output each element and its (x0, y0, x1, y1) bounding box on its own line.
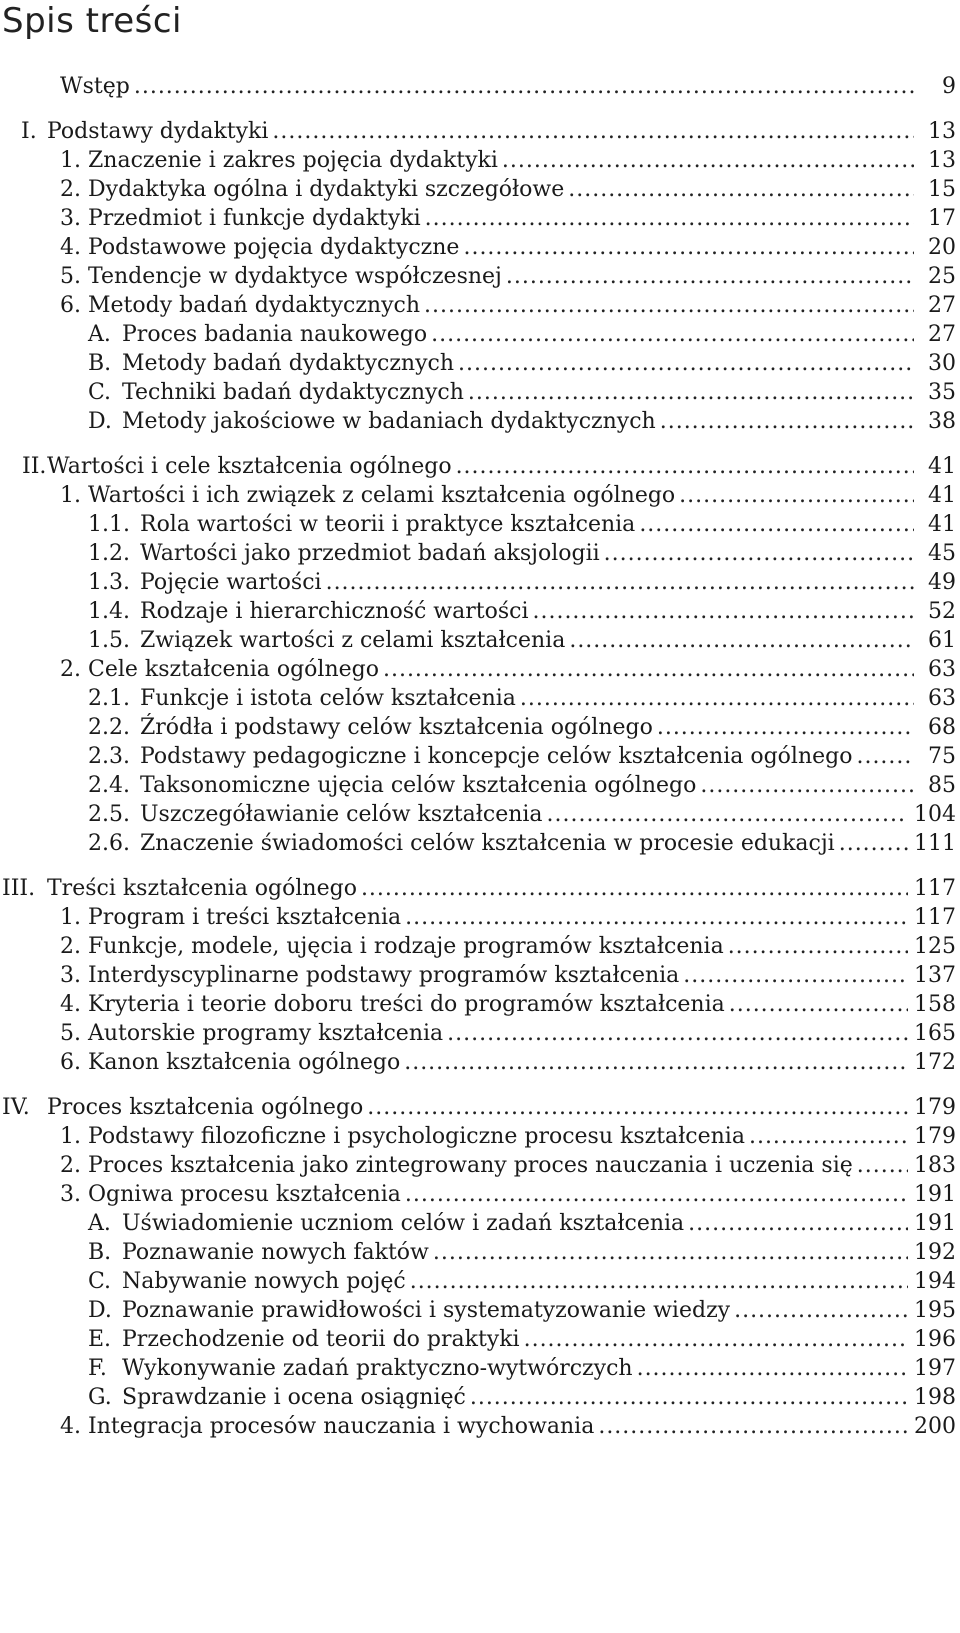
toc-entry[interactable] (0, 510, 960, 539)
toc-entry-number: 2.2. (88, 715, 130, 740)
toc-entry-title: Proces kształcenia jako zintegrowany proces nauczania i uczenia się (88, 1151, 857, 1180)
toc-entry-number: II. (22, 454, 47, 479)
toc-entry-page-number: 49 (928, 570, 956, 595)
dot-leader (637, 1354, 908, 1383)
toc-entry-title: Program i treści kształcenia (88, 903, 405, 932)
toc-entry-number: III. (2, 876, 36, 901)
toc-entry-page-number: 13 (928, 148, 956, 173)
toc-entry-title: Znaczenie świadomości celów kształcenia w procesie edukacji (140, 829, 839, 858)
toc-entry[interactable] (0, 1019, 960, 1048)
toc-entry-page-number: 27 (928, 293, 956, 318)
toc-entry-page-number: 137 (914, 963, 956, 988)
dot-leader (425, 204, 914, 233)
toc-entry-page-number: 41 (928, 483, 956, 508)
dot-leader (734, 1296, 908, 1325)
toc-entry-title: Funkcje i istota celów kształcenia (140, 684, 520, 713)
toc-entry-page-number: 197 (914, 1356, 956, 1381)
toc-entry-title: Podstawowe pojęcia dydaktyczne (88, 233, 463, 262)
toc-entry[interactable] (0, 262, 960, 291)
toc-entry-number: 1.2. (88, 541, 130, 566)
toc-entry-page-number: 191 (914, 1211, 956, 1236)
toc-entry[interactable] (0, 146, 960, 175)
toc-entry-page-number: 17 (928, 206, 956, 231)
toc-entry-number: IV. (2, 1095, 30, 1120)
toc-entry-number: 2.5. (88, 802, 130, 827)
toc-entry[interactable] (0, 72, 960, 101)
toc-entry-page-number: 117 (914, 905, 956, 930)
toc-entry[interactable] (0, 452, 960, 481)
toc-entry-title: Wykonywanie zadań praktyczno-wytwórczych (122, 1354, 637, 1383)
toc-entry-number: 2. (60, 177, 81, 202)
toc-entry-title: Taksonomiczne ujęcia celów kształcenia ogólnego (140, 771, 700, 800)
table-of-contents (0, 72, 960, 1441)
dot-leader (700, 771, 914, 800)
toc-entry[interactable] (0, 1048, 960, 1077)
dot-leader (857, 1151, 908, 1180)
toc-entry-page-number: 41 (928, 454, 956, 479)
toc-entry-page-number: 172 (914, 1050, 956, 1075)
toc-entry-title: Funkcje, modele, ujęcia i rodzaje programów kształcenia (88, 932, 728, 961)
toc-entry-page-number: 111 (914, 831, 956, 856)
toc-entry-number: A. (88, 1211, 111, 1236)
toc-entry-page-number: 179 (914, 1124, 956, 1149)
dot-leader (679, 481, 914, 510)
dot-leader (431, 320, 914, 349)
toc-entry-page-number: 183 (914, 1153, 956, 1178)
toc-entry-page-number: 194 (914, 1269, 956, 1294)
toc-entry-page-number: 75 (928, 744, 956, 769)
toc-entry[interactable] (0, 1383, 960, 1412)
toc-entry-page-number: 25 (928, 264, 956, 289)
dot-leader (367, 1093, 908, 1122)
dot-leader (405, 1180, 908, 1209)
toc-entry-number: I. (21, 119, 37, 144)
page-title: Spis treści (2, 1, 182, 41)
toc-entry-title: Cele kształcenia ogólnego (88, 655, 383, 684)
toc-entry-title: Kanon kształcenia ogólnego (88, 1048, 404, 1077)
toc-entry-number: 4. (60, 1414, 81, 1439)
toc-entry-number: B. (88, 351, 112, 376)
toc-entry[interactable] (0, 481, 960, 510)
toc-entry-number: 1.1. (88, 512, 130, 537)
toc-entry-number: 1.4. (88, 599, 130, 624)
dot-leader (404, 1048, 908, 1077)
toc-entry-page-number: 165 (914, 1021, 956, 1046)
toc-entry[interactable] (0, 1151, 960, 1180)
toc-entry[interactable] (0, 684, 960, 713)
toc-entry-title: Wartości i cele kształcenia ogólnego (47, 452, 456, 481)
dot-leader (568, 175, 914, 204)
toc-entry-page-number: 192 (914, 1240, 956, 1265)
toc-entry-title: Uświadomienie uczniom celów i zadań kształcenia (122, 1209, 688, 1238)
toc-entry[interactable] (0, 655, 960, 684)
dot-leader (272, 117, 914, 146)
toc-entry-title: Ogniwa procesu kształcenia (88, 1180, 405, 1209)
toc-entry-page-number: 179 (914, 1095, 956, 1120)
toc-entry-number: 1.5. (88, 628, 130, 653)
dot-leader (688, 1209, 908, 1238)
toc-entry-title: Przechodzenie od teorii do praktyki (122, 1325, 524, 1354)
dot-leader (424, 291, 914, 320)
dot-leader (728, 932, 908, 961)
toc-entry-number: D. (88, 1298, 112, 1323)
dot-leader (657, 713, 914, 742)
toc-entry-number: 1. (60, 483, 81, 508)
toc-entry-number: 3. (60, 963, 81, 988)
toc-entry-number: 4. (60, 992, 81, 1017)
dot-leader (660, 407, 914, 436)
toc-entry[interactable] (0, 903, 960, 932)
dot-leader (569, 626, 914, 655)
toc-entry[interactable] (0, 874, 960, 903)
toc-entry-page-number: 63 (928, 686, 956, 711)
toc-entry-page-number: 104 (914, 802, 956, 827)
toc-entry-page-number: 38 (928, 409, 956, 434)
toc-entry-title: Przedmiot i funkcje dydaktyki (88, 204, 425, 233)
toc-entry-title: Sprawdzanie i ocena osiągnięć (122, 1383, 470, 1412)
toc-entry-title: Rola wartości w teorii i praktyce kształcenia (140, 510, 639, 539)
toc-entry[interactable] (0, 233, 960, 262)
toc-entry-page-number: 20 (928, 235, 956, 260)
toc-entry-number: 6. (60, 1050, 81, 1075)
toc-entry-title: Kryteria i teorie doboru treści do programów kształcenia (88, 990, 729, 1019)
toc-entry-page-number: 117 (914, 876, 956, 901)
toc-entry-number: 3. (60, 1182, 81, 1207)
toc-entry-page-number: 196 (914, 1327, 956, 1352)
dot-leader (533, 597, 915, 626)
toc-entry[interactable] (0, 378, 960, 407)
toc-entry-number: A. (88, 322, 111, 347)
toc-entry-number: 1. (60, 905, 81, 930)
toc-entry-number: 6. (60, 293, 81, 318)
toc-entry[interactable] (0, 1093, 960, 1122)
dot-leader (383, 655, 914, 684)
dot-leader (470, 1383, 908, 1412)
toc-entry[interactable] (0, 1122, 960, 1151)
toc-entry-title: Metody badań dydaktycznych (88, 291, 424, 320)
toc-entry-title: Metody badań dydaktycznych (122, 349, 458, 378)
toc-entry-page-number: 191 (914, 1182, 956, 1207)
toc-entry-number: 2.4. (88, 773, 130, 798)
toc-entry-page-number: 85 (928, 773, 956, 798)
toc-entry-number: 5. (60, 264, 81, 289)
toc-entry-title: Proces badania naukowego (122, 320, 431, 349)
toc-entry-title: Techniki badań dydaktycznych (122, 378, 468, 407)
toc-entry[interactable] (0, 568, 960, 597)
toc-entry-page-number: 27 (928, 322, 956, 347)
toc-entry-page-number: 41 (928, 512, 956, 537)
toc-entry[interactable] (0, 771, 960, 800)
toc-entry-number: 1. (60, 148, 81, 173)
toc-entry-title: Autorskie programy kształcenia (88, 1019, 447, 1048)
toc-entry-page-number: 125 (914, 934, 956, 959)
toc-entry-number: C. (88, 1269, 112, 1294)
dot-leader (502, 146, 914, 175)
toc-entry-page-number: 158 (914, 992, 956, 1017)
toc-entry-number: 2. (60, 1153, 81, 1178)
toc-entry[interactable] (0, 1209, 960, 1238)
toc-entry-page-number: 195 (914, 1298, 956, 1323)
toc-entry[interactable] (0, 320, 960, 349)
toc-entry[interactable] (0, 407, 960, 436)
dot-leader (410, 1267, 908, 1296)
toc-entry-page-number: 61 (928, 628, 956, 653)
toc-entry[interactable] (0, 204, 960, 233)
toc-entry-title: Związek wartości z celami kształcenia (140, 626, 569, 655)
toc-entry[interactable] (0, 539, 960, 568)
toc-entry-title: Pojęcie wartości (140, 568, 326, 597)
dot-leader (326, 568, 914, 597)
toc-entry[interactable] (0, 1180, 960, 1209)
toc-entry-title: Nabywanie nowych pojęć (122, 1267, 410, 1296)
toc-entry-page-number: 9 (942, 74, 956, 99)
toc-entry-title: Wartości i ich związek z celami kształcenia ogólnego (88, 481, 679, 510)
dot-leader (433, 1238, 908, 1267)
toc-entry-title: Podstawy dydaktyki (47, 117, 272, 146)
toc-entry-page-number: 200 (914, 1414, 956, 1439)
toc-entry-number: 2.1. (88, 686, 130, 711)
toc-entry-title: Tendencje w dydaktyce współczesnej (88, 262, 506, 291)
toc-entry[interactable] (0, 829, 960, 858)
toc-entry[interactable] (0, 1238, 960, 1267)
dot-leader (683, 961, 908, 990)
dot-leader (361, 874, 908, 903)
toc-entry-number: 5. (60, 1021, 81, 1046)
dot-leader (520, 684, 914, 713)
toc-entry[interactable] (0, 961, 960, 990)
dot-leader (447, 1019, 908, 1048)
toc-entry-title: Dydaktyka ogólna i dydaktyki szczegółowe (88, 175, 568, 204)
toc-entry[interactable] (0, 800, 960, 829)
dot-leader (729, 990, 908, 1019)
dot-leader (524, 1325, 908, 1354)
toc-entry-title: Metody jakościowe w badaniach dydaktycznych (122, 407, 660, 436)
toc-entry-title: Proces kształcenia ogólnego (47, 1093, 367, 1122)
toc-entry-title: Integracja procesów nauczania i wychowania (88, 1412, 598, 1441)
toc-entry-number: 2. (60, 657, 81, 682)
toc-entry[interactable] (0, 932, 960, 961)
toc-entry-title: Podstawy filozoficzne i psychologiczne procesu kształcenia (88, 1122, 749, 1151)
toc-entry-number: G. (88, 1385, 112, 1410)
toc-entry-title: Źródła i podstawy celów kształcenia ogólnego (140, 713, 657, 742)
toc-entry-number: 2.6. (88, 831, 130, 856)
toc-entry[interactable] (0, 1296, 960, 1325)
toc-entry-number: D. (88, 409, 112, 434)
toc-entry-number: C. (88, 380, 112, 405)
toc-entry[interactable] (0, 1325, 960, 1354)
toc-entry-title: Znaczenie i zakres pojęcia dydaktyki (88, 146, 502, 175)
toc-entry-page-number: 198 (914, 1385, 956, 1410)
dot-leader (547, 800, 908, 829)
toc-entry[interactable] (0, 1412, 960, 1441)
toc-entry-page-number: 35 (928, 380, 956, 405)
toc-entry-page-number: 15 (928, 177, 956, 202)
toc-entry-page-number: 68 (928, 715, 956, 740)
toc-entry-page-number: 45 (928, 541, 956, 566)
toc-entry-number: 4. (60, 235, 81, 260)
dot-leader (506, 262, 914, 291)
toc-entry[interactable] (0, 291, 960, 320)
toc-entry-number: 1.3. (88, 570, 130, 595)
dot-leader (456, 452, 914, 481)
toc-entry-title: Rodzaje i hierarchiczność wartości (140, 597, 533, 626)
toc-entry-number: 3. (60, 206, 81, 231)
dot-leader (134, 72, 914, 101)
toc-entry-title: Interdyscyplinarne podstawy programów kształcenia (88, 961, 683, 990)
toc-entry-number: B. (88, 1240, 112, 1265)
toc-entry-title: Wstęp (60, 72, 134, 101)
dot-leader (468, 378, 914, 407)
toc-entry-title: Treści kształcenia ogólnego (47, 874, 361, 903)
toc-entry[interactable] (0, 1267, 960, 1296)
toc-entry-number: 2. (60, 934, 81, 959)
toc-entry-number: 1. (60, 1124, 81, 1149)
dot-leader (458, 349, 914, 378)
toc-entry[interactable] (0, 990, 960, 1019)
toc-entry-page-number: 63 (928, 657, 956, 682)
toc-entry-page-number: 13 (928, 119, 956, 144)
dot-leader (598, 1412, 908, 1441)
toc-entry[interactable] (0, 742, 960, 771)
toc-entry-title: Podstawy pedagogiczne i koncepcje celów kształcenia ogólnego (140, 742, 856, 771)
toc-entry[interactable] (0, 597, 960, 626)
dot-leader (749, 1122, 908, 1151)
dot-leader (604, 539, 914, 568)
dot-leader (463, 233, 914, 262)
dot-leader (405, 903, 908, 932)
toc-entry[interactable] (0, 117, 960, 146)
toc-entry-number: E. (88, 1327, 112, 1352)
toc-entry[interactable] (0, 626, 960, 655)
toc-entry-number: 2.3. (88, 744, 130, 769)
dot-leader (639, 510, 914, 539)
toc-entry[interactable] (0, 713, 960, 742)
toc-entry-page-number: 52 (928, 599, 956, 624)
dot-leader (856, 742, 914, 771)
dot-leader (839, 829, 908, 858)
toc-entry-title: Poznawanie prawidłowości i systematyzowanie wiedzy (122, 1296, 734, 1325)
toc-entry[interactable] (0, 1354, 960, 1383)
toc-entry[interactable] (0, 349, 960, 378)
toc-entry-title: Poznawanie nowych faktów (122, 1238, 433, 1267)
toc-entry-title: Wartości jako przedmiot badań aksjologii (140, 539, 604, 568)
toc-entry-title: Uszczegóławianie celów kształcenia (140, 800, 547, 829)
toc-entry-number: F. (88, 1356, 107, 1381)
toc-entry[interactable] (0, 175, 960, 204)
toc-entry-page-number: 30 (928, 351, 956, 376)
